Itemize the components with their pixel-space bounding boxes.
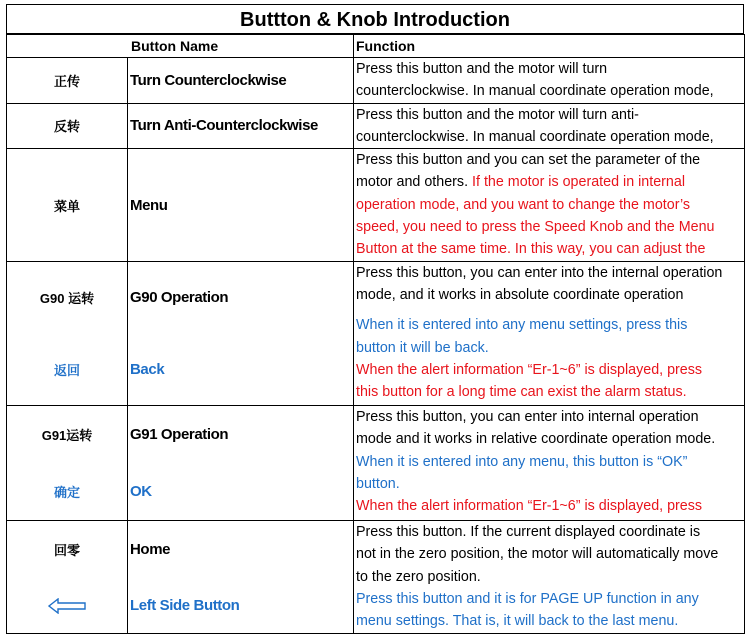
- function-line: button it will be back.: [356, 339, 489, 356]
- cn-label: 回零: [53, 543, 80, 559]
- button-name-secondary: Back: [130, 360, 165, 378]
- function-line: When the alert information “Er-1~6” is displayed, press: [356, 362, 703, 379]
- function-line: When the alert information “Er-1~6” is displayed, press: [356, 498, 703, 515]
- page-title: Buttton & Knob Introduction: [6, 4, 744, 34]
- table-row-home: [7, 521, 745, 634]
- function-line: button.: [356, 476, 400, 493]
- left-arrow-icon: [7, 598, 127, 615]
- button-name: Turn Counterclockwise: [128, 58, 354, 104]
- cn-label-cell: [7, 262, 128, 406]
- function-line: mode, and it works in absolute coordinate operation: [356, 287, 684, 304]
- button-name-secondary: Left Side Button: [130, 596, 240, 614]
- function-line: Press this button and the motor will turn: [356, 61, 608, 77]
- header-button-name: [7, 35, 354, 58]
- cn-label: 正传: [7, 58, 128, 104]
- function-line: Press this button, you can enter into the internal operation: [356, 265, 723, 282]
- cn-label: G90 运转: [39, 291, 95, 307]
- function-line: counterclockwise. In manual coordinate operation mode,: [356, 83, 714, 100]
- function-line: counterclockwise. In manual coordinate operation mode,: [356, 128, 714, 145]
- function-line-red: If the motor is operated in internal: [472, 174, 686, 191]
- function-line: mode and it works in relative coordinate operation mode.: [356, 431, 716, 448]
- button-name: Turn Anti-Counterclockwise: [128, 103, 354, 149]
- button-name: Home: [130, 540, 171, 558]
- button-name: Menu: [128, 149, 354, 262]
- function-line-black: motor and others.: [356, 174, 473, 191]
- button-name-secondary: OK: [130, 483, 152, 501]
- function-line: Button at the same time. In this way, you can adjust the: [356, 241, 706, 258]
- function-line: menu settings. That is, it will back to the last menu.: [356, 613, 679, 630]
- function-text: [354, 103, 745, 149]
- table-row-turn-ccw: [7, 58, 745, 104]
- function-line: Press this button, you can enter into internal operation: [356, 409, 699, 426]
- function-text: [354, 406, 745, 521]
- header-function: Function: [354, 35, 745, 58]
- cn-label-cell: [7, 406, 128, 521]
- button-name-cell: [128, 521, 354, 634]
- function-line: not in the zero position, the motor will automatically move: [356, 546, 719, 563]
- table-row-turn-anti-ccw: [7, 103, 745, 149]
- function-line: When it is entered into any menu, this button is “OK”: [356, 453, 688, 470]
- button-name: G90 Operation: [130, 289, 229, 307]
- function-line: When it is entered into any menu settings, press this: [356, 317, 688, 334]
- function-text: [354, 149, 745, 262]
- button-name-cell: [128, 262, 354, 406]
- function-line: Press this button and it is for PAGE UP function in any: [356, 591, 699, 608]
- table-row-menu: [7, 149, 745, 262]
- function-line: to the zero position.: [356, 568, 481, 585]
- function-line: speed, you need to press the Speed Knob and the Menu: [356, 219, 715, 236]
- table-row-g91: [7, 406, 745, 521]
- function-line: operation mode, and you want to change the motor’s: [356, 196, 691, 213]
- function-line: Press this button and you can set the parameter of the: [356, 152, 701, 169]
- cn-label: 反转: [7, 103, 128, 149]
- table-row-g90: [7, 262, 745, 406]
- function-line: [356, 171, 744, 193]
- function-line: Press this button. If the current displayed coordinate is: [356, 524, 701, 541]
- cn-label: 菜单: [7, 149, 128, 262]
- cn-label-cell: [7, 521, 128, 634]
- button-name-cell: [128, 406, 354, 521]
- function-text: [354, 58, 745, 104]
- cn-label-secondary: 返回: [53, 362, 80, 378]
- button-table: [6, 34, 745, 634]
- table-header-row: [7, 35, 745, 58]
- function-line: this button for a long time can exist the alarm status.: [356, 384, 687, 401]
- function-text: [354, 262, 745, 406]
- function-text: [354, 521, 745, 634]
- cn-label: G91运转: [41, 428, 93, 444]
- function-line: Press this button and the motor will turn anti-: [356, 106, 639, 123]
- cn-label-secondary: 确定: [53, 485, 80, 501]
- button-name: G91 Operation: [130, 426, 229, 444]
- header-button-name-label: Button Name: [131, 38, 219, 54]
- document: [6, 4, 744, 634]
